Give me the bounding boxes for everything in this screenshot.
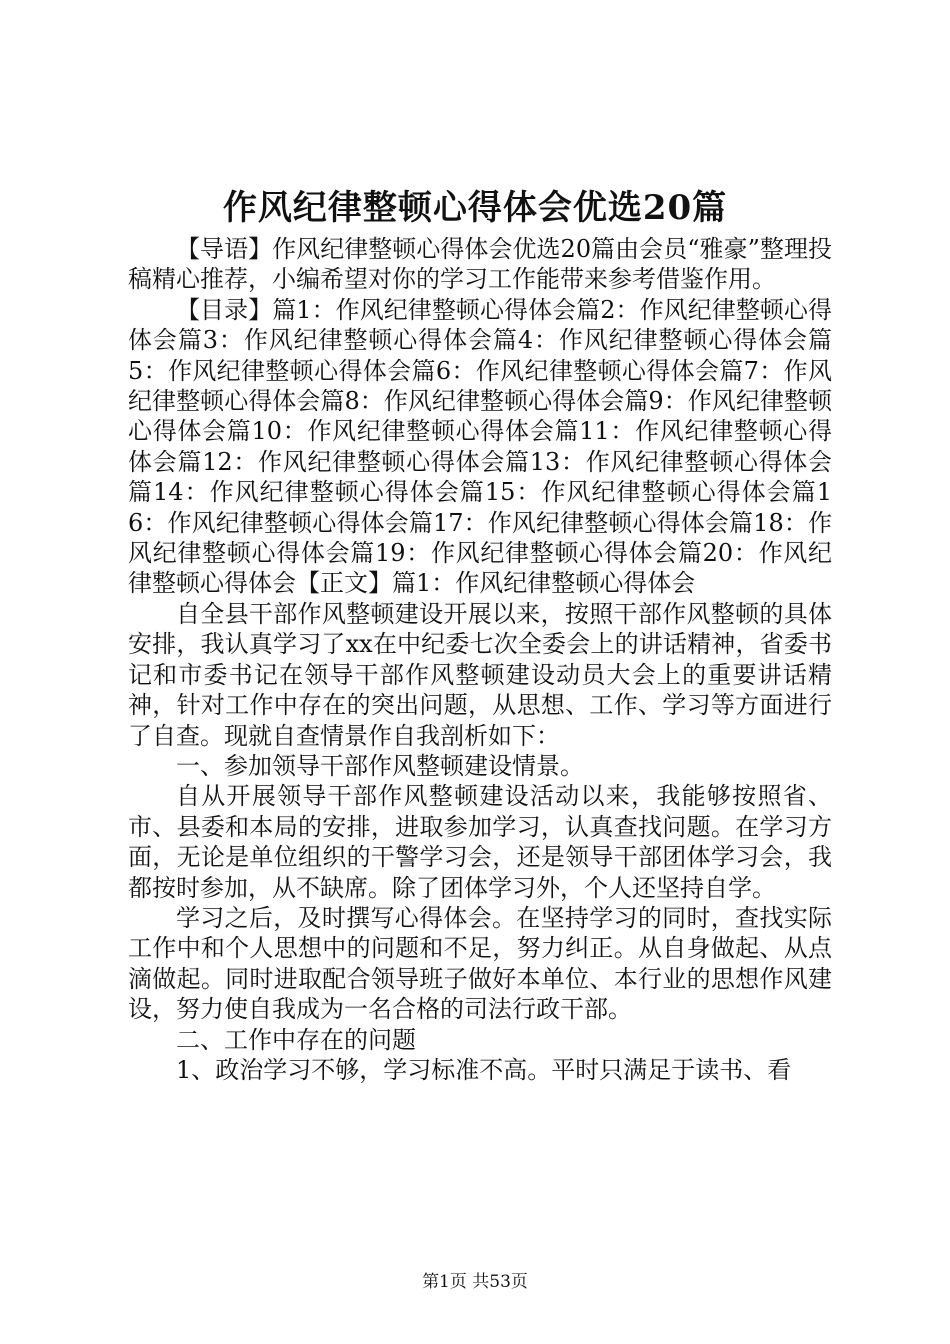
document-body <box>128 234 832 1085</box>
body-paragraph: 1、政治学习不够，学习标准不高。平时只满足于读书、看 <box>176 1055 792 1084</box>
section-heading: 一、参加领导干部作风整顿建设情景。 <box>176 751 584 780</box>
body-paragraph: 学习之后，及时撰写心得体会。在坚持学习的同时，查找实际工作中和个人思想中的问题和不足，努力纠正。从自身做起、从点滴做起。同时进取配合领导班子做好本单位、本行业的思想作风建设，努力使自我成为一名合格的司法行政干部。 <box>128 903 832 1024</box>
page-number-footer: 第1页 共53页 <box>422 1272 528 1292</box>
section-heading: 二、工作中存在的问题 <box>176 1025 416 1054</box>
document-title: 作风纪律整顿心得体会优选20篇 <box>222 188 728 228</box>
body-paragraph: 自从开展领导干部作风整顿建设活动以来，我能够按照省、市、县委和本局的安排，进取参加学习，认真查找问题。在学习方面，无论是单位组织的干警学习会，还是领导干部团体学习会，我都按时参加，从不缺席。除了团体学习外，个人还坚持自学。 <box>128 782 832 902</box>
intro-paragraph: 【导语】作风纪律整顿心得体会优选20篇由会员“雅豪”整理投稿精心推荐，小编希望对你的学习工作能带来参考借鉴作用。 <box>128 235 832 294</box>
toc-paragraph: 【目录】篇1：作风纪律整顿心得体会篇2：作风纪律整顿心得体会篇3：作风纪律整顿心得体会篇4：作风纪律整顿心得体会篇5：作风纪律整顿心得体会篇6：作风纪律整顿心得体会篇7：作风纪律整顿心得体会篇8：作风纪律整顿心得体会篇9：作风纪律整顿心得体会篇10：作风纪律整顿心得体会篇11：作风纪律整顿心得体会篇12：作风纪律整顿心得体会篇13：作风纪律整顿心得体会篇14：作风纪律整顿心得体会篇15：作风纪律整顿心得体会篇16：作风纪律整顿心得体会篇17：作风纪律整顿心得体会篇18：作风纪律整顿心得体会篇19：作风纪律整顿心得体会篇20：作风纪律整顿心得体会【正文】篇1：作风纪律整顿心得体会 <box>128 295 832 598</box>
body-paragraph: 自全县干部作风整顿建设开展以来，按照干部作风整顿的具体安排，我认真学习了xx在中纪委七次全委会上的讲话精神，省委书记和市委书记在领导干部作风整顿建设动员大会上的重要讲话精神，针对工作中存在的突出问题，从思想、工作、学习等方面进行了自查。现就自查情景作自我剖析如下： <box>128 599 832 750</box>
